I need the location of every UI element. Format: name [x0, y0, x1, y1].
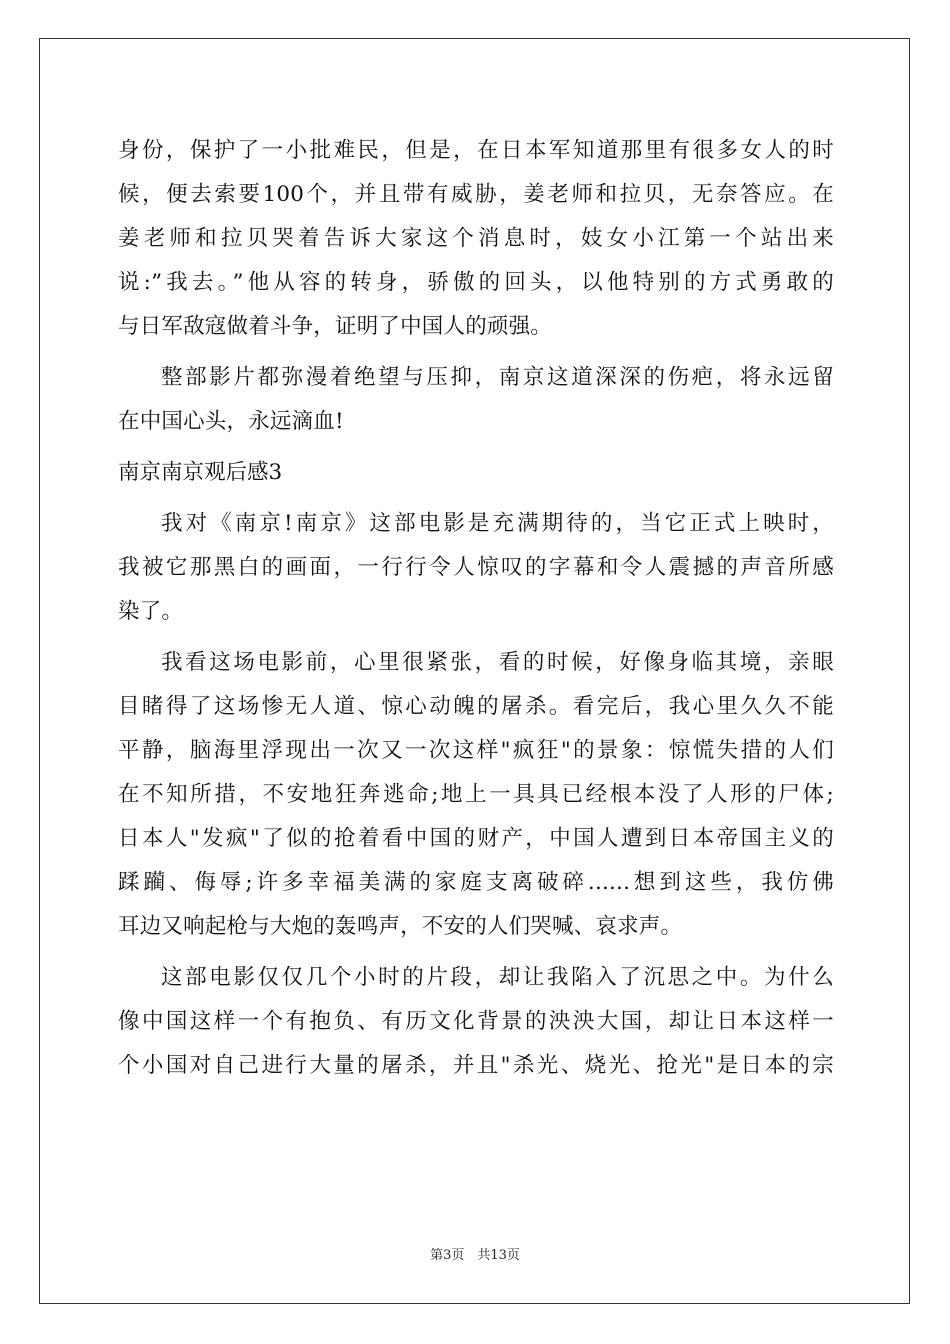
text-line: 姜老师和拉贝哭着告诉大家这个消息时，妓女小江第一个站出来 — [118, 226, 834, 251]
text-line: 耳边又响起枪与大炮的轰鸣声，不安的人们哭喊、哀求声。 — [118, 914, 683, 939]
text-line: 蹂躏、侮辱;许多幸福美满的家庭支离破碎......想到这些，我仿佛 — [118, 870, 834, 895]
text-line: 与日军敌寇做着斗争，证明了中国人的顽强。 — [118, 314, 553, 339]
text-line: 像中国这样一个有抱负、有历文化背景的泱泱大国，却让日本这样一 — [118, 1009, 834, 1034]
document-body — [118, 129, 834, 1088]
section-heading: 南京南京观后感3 — [118, 460, 283, 485]
text-line: 在中国心头，永远滴血! — [118, 409, 344, 434]
text-line: 整部影片都弥漫着绝望与压抑，南京这道深深的伤疤，将永远留 — [161, 365, 834, 390]
paragraph-4 — [118, 641, 834, 949]
text-line: 目睹得了这场惨无人道、惊心动魄的屠杀。看完后，我心里久久不能 — [118, 694, 834, 719]
text-line: 我被它那黑白的画面，一行行令人惊叹的字幕和令人震撼的声音所感 — [118, 555, 834, 580]
text-line: 在不知所措，不安地狂奔逃命;地上一具具已经根本没了人形的尸体; — [118, 782, 834, 807]
page-footer — [0, 1244, 950, 1263]
paragraph-3 — [118, 502, 834, 634]
text-line: 身份，保护了一小批难民，但是，在日本军知道那里有很多女人的时 — [118, 138, 834, 163]
text-line: 我看这场电影前，心里很紧张，看的时候，好像身临其境，亲眼 — [161, 650, 834, 675]
text-line: 这部电影仅仅几个小时的片段，却让我陷入了沉思之中。为什么 — [161, 965, 834, 990]
text-line: 个小国对自己进行大量的屠杀，并且"杀光、烧光、抢光"是日本的宗 — [118, 1053, 834, 1078]
paragraph-2 — [118, 356, 834, 444]
paragraph-1 — [118, 129, 834, 349]
page-number: 第3页 共13页 — [430, 1248, 520, 1263]
paragraph-5 — [118, 956, 834, 1088]
text-line: 平静，脑海里浮现出一次又一次这样"疯狂"的景象：惊慌失措的人们 — [118, 738, 834, 763]
text-line: 日本人"发疯"了似的抢着看中国的财产，中国人遭到日本帝国主义的 — [118, 826, 834, 851]
text-line: 我对《南京!南京》这部电影是充满期待的，当它正式上映时， — [161, 511, 834, 536]
text-line: 染了。 — [118, 599, 184, 624]
text-line: 候，便去索要100个，并且带有威胁，姜老师和拉贝，无奈答应。在 — [118, 182, 834, 207]
text-line: 说:”我去。”他从容的转身，骄傲的回头，以他特别的方式勇敢的 — [118, 270, 834, 295]
